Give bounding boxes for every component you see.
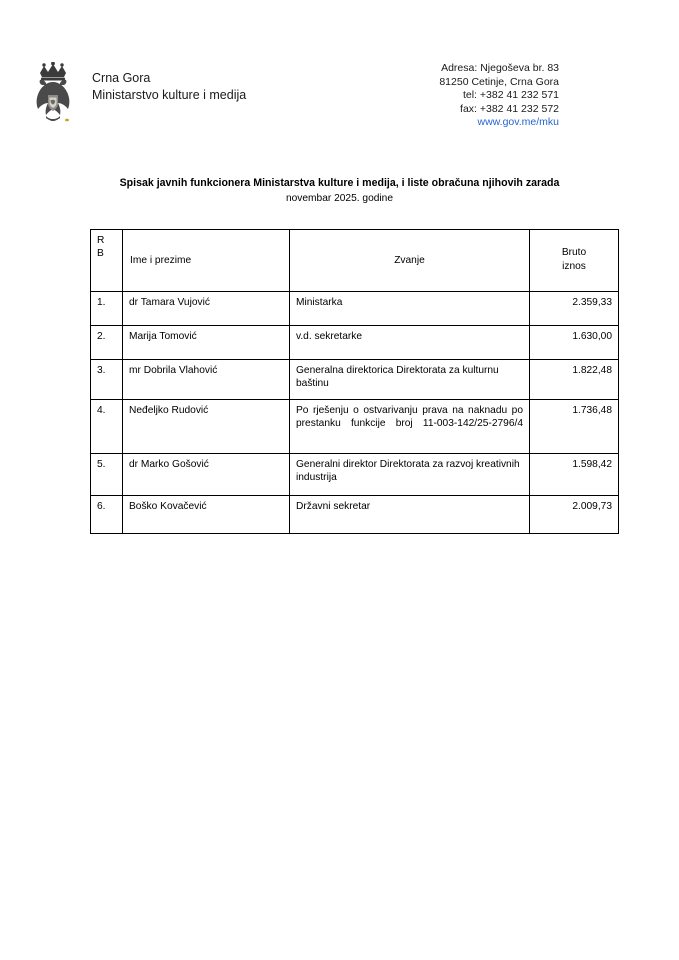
cell-rb: 6. (91, 496, 123, 534)
page-title: Spisak javnih funkcionera Ministarstva kulture i medija, i liste obračuna njihovih zarada (119, 177, 560, 189)
cell-amount: 1.598,42 (530, 454, 619, 496)
table-row (91, 360, 619, 400)
contact-block (439, 62, 559, 130)
cell-amount: 2.009,73 (530, 496, 619, 534)
officials-table (90, 229, 619, 534)
header-amount-line1: Bruto (561, 247, 587, 258)
contact-website-link[interactable]: www.gov.me/mku (477, 116, 559, 129)
officials-table-wrapper (90, 229, 618, 534)
cell-amount: 1.630,00 (530, 326, 619, 360)
header-rb-line1: R (97, 235, 105, 246)
organization-country: Crna Gora (92, 71, 151, 85)
table-row (91, 292, 619, 326)
header-amount-line2: iznos (562, 261, 586, 272)
table-header-row (91, 230, 619, 292)
cell-name: mr Dobrila Vlahović (123, 360, 290, 400)
cell-name: dr Marko Gošović (123, 454, 290, 496)
header-cell-position: Zvanje (290, 230, 530, 292)
cell-position: Generalna direktorica Direktorata za kulturnu baštinu (290, 360, 530, 400)
contact-city: 81250 Cetinje, Crna Gora (439, 75, 559, 88)
document-header (0, 58, 679, 138)
cell-position: Generalni direktor Direktorata za razvoj kreativnih industrija (290, 454, 530, 496)
table-row (91, 400, 619, 454)
contact-address: Adresa: Njegoševa br. 83 (441, 62, 559, 74)
cell-amount: 1.736,48 (530, 400, 619, 454)
coat-of-arms-icon (24, 62, 82, 124)
table-row (91, 454, 619, 496)
table-row (91, 496, 619, 534)
table-body (91, 292, 619, 534)
header-rb-line2: B (97, 248, 104, 259)
cell-name: Boško Kovačević (123, 496, 290, 534)
header-cell-amount (530, 230, 619, 292)
cell-name: dr Tamara Vujović (123, 292, 290, 326)
contact-tel: tel: +382 41 232 571 (462, 89, 559, 102)
cell-rb: 2. (91, 326, 123, 360)
organization-block (92, 70, 246, 104)
page-subtitle: novembar 2025. godine (285, 193, 394, 204)
cell-position: Ministarka (290, 292, 530, 326)
cell-name: Neđeljko Rudović (123, 400, 290, 454)
cell-name: Marija Tomović (123, 326, 290, 360)
cell-position: Državni sekretar (290, 496, 530, 534)
cell-rb: 1. (91, 292, 123, 326)
cell-amount: 1.822,48 (530, 360, 619, 400)
cell-position: v.d. sekretarke (290, 326, 530, 360)
cell-position: Po rješenju o ostvarivanju prava na naknadu po prestanku funkcije broj 11-003-142/25-2796/4 (290, 400, 530, 454)
cell-rb: 4. (91, 400, 123, 454)
cell-rb: 5. (91, 454, 123, 496)
cell-amount: 2.359,33 (530, 292, 619, 326)
cell-rb: 3. (91, 360, 123, 400)
header-cell-rb (91, 230, 123, 292)
contact-fax: fax: +382 41 232 572 (460, 102, 559, 115)
header-cell-name: Ime i prezime (123, 230, 290, 292)
table-row (91, 326, 619, 360)
organization-ministry: Ministarstvo kulture i medija (92, 88, 247, 102)
